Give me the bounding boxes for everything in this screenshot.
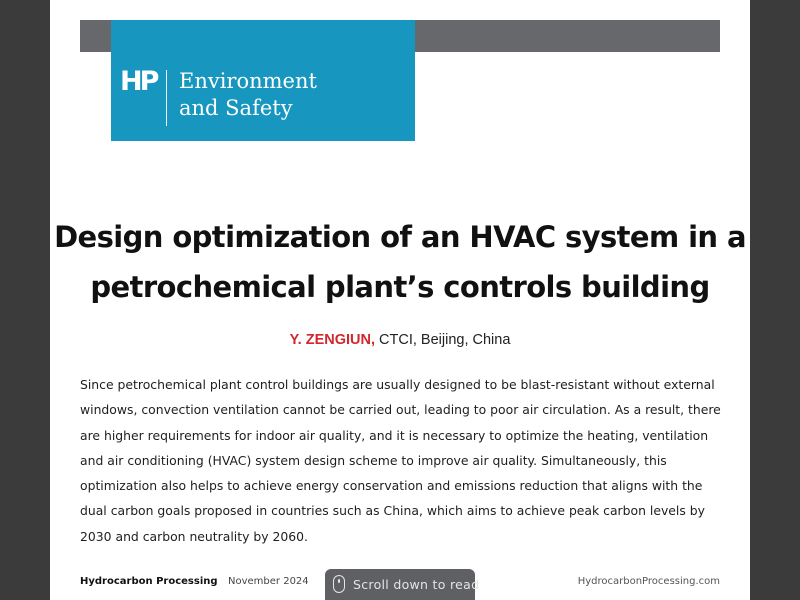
section-name-line2: and Safety [179, 96, 293, 120]
author-affiliation: CTCI, Beijing, China [379, 332, 511, 348]
scroll-down-button[interactable] [325, 569, 480, 600]
mouse-icon [333, 575, 345, 593]
section-name [179, 68, 317, 122]
article-title: Design optimization of an HVAC system in a petrochemical plant’s controls building [54, 220, 746, 304]
section-name-line1: Environment [179, 69, 317, 93]
website-link[interactable]: HydrocarbonProcessing.com [577, 576, 720, 587]
brand-divider [166, 70, 167, 126]
article-abstract: Since petrochemical plant control buildings are usually designed to be blast-resistant without external windows, convection ventilation cannot be carried out, leading to poor air circulation. As a result, there are higher requirements for indoor air quality, and it is necessary to optimize the heating, ventilation and air conditioning (HVAC) system design scheme to improve air quality. Simultaneously, this optimization also helps to achieve energy conservation and emissions reduction that aligns with the dual carbon goals proposed in countries such as China, which aims to achieve peak carbon levels by 2030 and carbon neutrality by 2060. [80, 377, 721, 544]
section-brand-block [111, 20, 415, 141]
author-name: Y. ZENGIUN, [289, 332, 375, 348]
scroll-down-label: Scroll down to read [353, 577, 480, 592]
byline [50, 332, 750, 348]
document-page [50, 0, 750, 600]
issue-date: November 2024 [228, 576, 309, 587]
hp-logo: HP [120, 66, 157, 97]
publication-name: Hydrocarbon Processing [80, 576, 218, 587]
